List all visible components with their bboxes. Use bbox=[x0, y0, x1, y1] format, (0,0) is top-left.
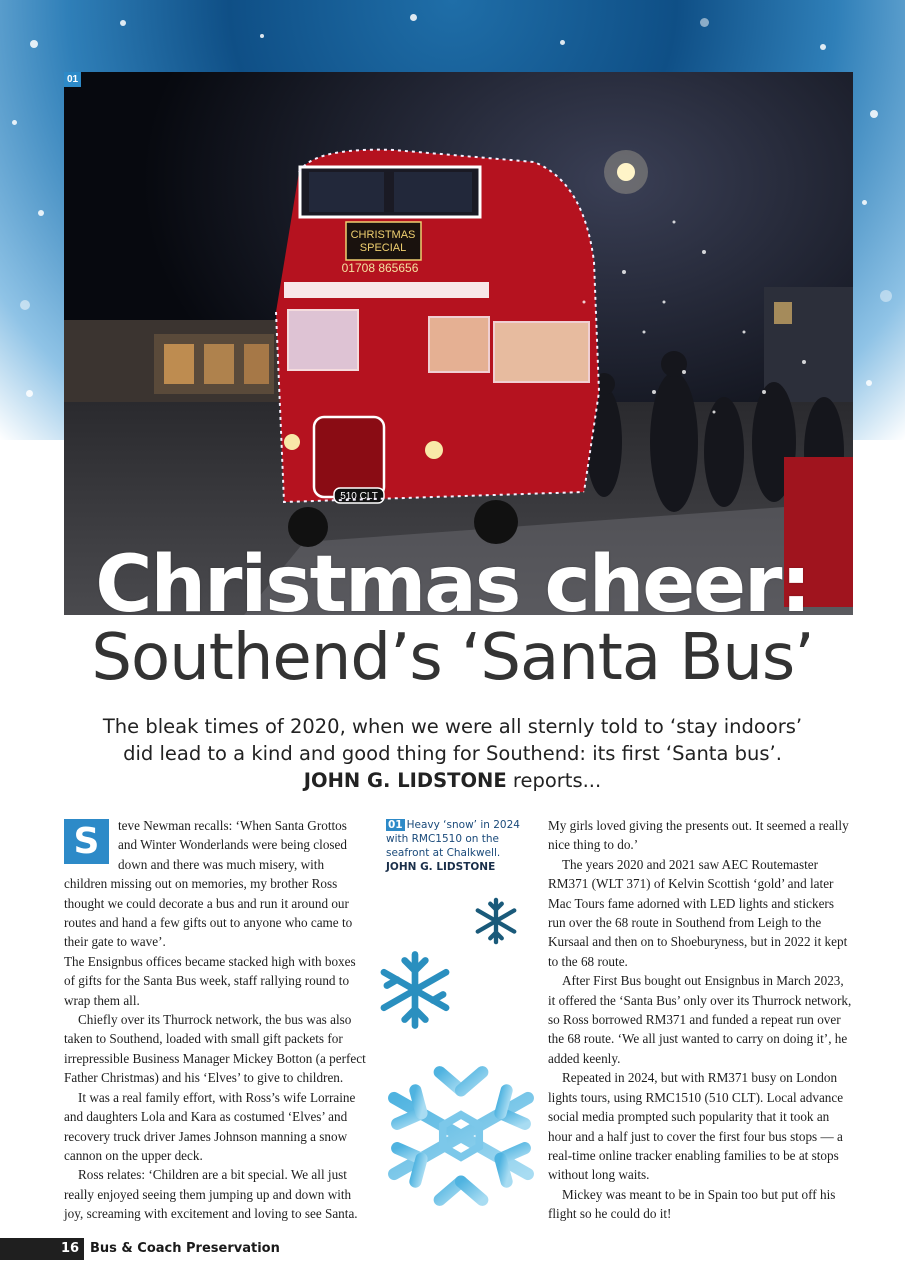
paragraph: Ross relates: ‘Children are a bit special. We all just really enjoyed seeing them jumping up and down with joy, screaming with excitement and loving to see Santa. bbox=[64, 1167, 358, 1222]
sign-phone: 01708 865656 bbox=[341, 261, 419, 275]
paragraph: S teve Newman recalls: ‘When Santa Grottos and Winter Wonderlands were being closed down and there was much misery, with children missing out on memories, my brother Ross thought we could decorate a bus and run it around our routes and hand a few gifts out to anyone who came to their gate to wave’. bbox=[64, 818, 353, 950]
photo-number-tag: 01 bbox=[64, 72, 81, 87]
snowflake-icon bbox=[378, 950, 452, 1030]
drop-cap: S bbox=[64, 819, 109, 864]
santa-bus-photo bbox=[64, 72, 853, 615]
paragraph: My girls loved giving the presents out. It seemed a really nice thing to do.’ bbox=[548, 818, 849, 853]
standfirst-author: JOHN G. LIDSTONE bbox=[303, 769, 507, 792]
paragraph: It was a real family effort, with Ross’s wife Lorraine and daughters Lola and Kara as costumed ‘Elves’ and recovery truck driver James Johnson manning a snow cannon on the upper deck. bbox=[64, 1089, 356, 1163]
standfirst-text: The bleak times of 2020, when we were all sternly told to ‘stay indoors’ did lead to a kind and good thing for Southend: its first ‘Santa bus’. bbox=[102, 715, 803, 765]
article-column-3 bbox=[548, 816, 853, 1224]
paragraph: The years 2020 and 2021 saw AEC Routemaster RM371 (WLT 371) of Kelvin Scottish ‘gold’ and later Mac Tours fame adorned with LED lights and stickers run over the 68 route in Southend from Leigh to the Kursaal and then on to Shoeburyness, but in 2022 it kept to the 68 route. bbox=[548, 856, 848, 969]
headline-line-1: Christmas cheer: bbox=[95, 540, 810, 630]
photo-caption bbox=[386, 818, 526, 874]
snowflake-icon bbox=[472, 897, 520, 945]
sign-line-1: CHRISTMAS bbox=[350, 229, 416, 241]
page-footer bbox=[0, 1238, 905, 1260]
standfirst bbox=[100, 713, 805, 794]
paragraph: After First Bus bought out Ensignbus in March 2023, it offered the ‘Santa Bus’ only over its Thurrock network, so Ross borrowed RM371 and funded a repeat run over the 68 route. ‘We all just wanted to carry on doing it’, he added keenly. bbox=[548, 973, 852, 1066]
paragraph: Mickey was meant to be in Spain too but put off his flight so he could do it! bbox=[548, 1186, 836, 1222]
publication-name: Bus & Coach Preservation bbox=[90, 1241, 280, 1256]
paragraph: Repeated in 2024, but with RM371 busy on London lights tours, using RMC1510 (510 CLT). Local advance social media prompted such popularity that it took an hour and a half just to cover the first four bus stops — a real-time online tracker enabling families to be at stops without long waits. bbox=[548, 1070, 844, 1183]
paragraph: Chiefly over its Thurrock network, the bus was also taken to Southend, loaded with small gift packets for irrepressible Business Manager Mickey Botton (a perfect Father Christmas) and his ‘Elves’ to give to children. bbox=[64, 1012, 366, 1086]
paragraph: The Ensignbus offices became stacked high with boxes of gifts for the Santa Bus week, staff rallying round to wrap them all. bbox=[64, 953, 356, 1008]
article-column-1 bbox=[64, 816, 369, 1224]
sign-line-2: SPECIAL bbox=[359, 242, 407, 254]
standfirst-suffix: reports... bbox=[506, 769, 602, 792]
registration-plate: 510 CLT bbox=[340, 491, 378, 502]
page-number: 16 bbox=[60, 1241, 80, 1256]
caption-text: Heavy ‘snow’ in 2024 with RMC1510 on the seafront at Chalkwell. bbox=[386, 819, 520, 859]
headline-line-2: Southend’s ‘Santa Bus’ bbox=[91, 621, 814, 695]
caption-tag: 01 bbox=[388, 819, 403, 831]
caption-credit: JOHN G. LIDSTONE bbox=[386, 861, 496, 873]
snowflake-icon bbox=[385, 1050, 537, 1222]
